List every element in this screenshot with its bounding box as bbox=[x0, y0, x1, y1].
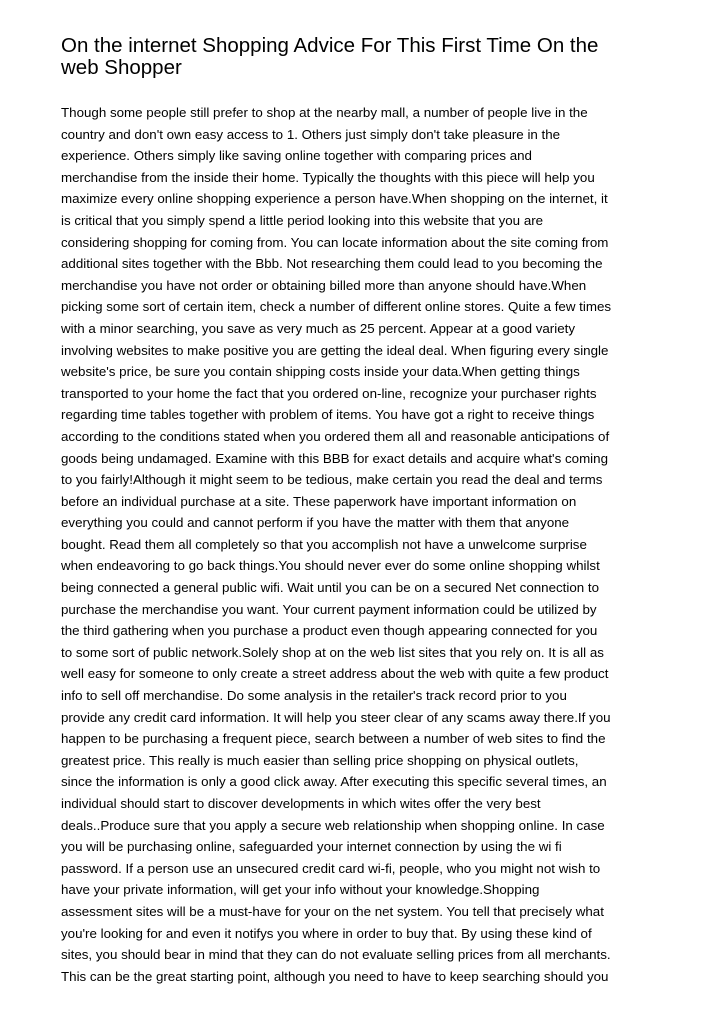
document-title: On the internet Shopping Advice For This First Time On the web Shopper bbox=[61, 34, 599, 79]
document-body: Though some people still prefer to shop at the nearby mall, a number of people live in the country and don't own easy access to 1. Others just simply don't take pleasure in the experience. Others simply like saving online together with comparing prices and merchandise from the inside their home. Typically the thoughts with this piece will help you maximize every online shopping experience a person have.When shopping on the internet, it is critical that you simply spend a little period looking into this website that you are considering shopping for coming from. You can locate information about the site coming from additional sites together with the Bbb. Not researching them could lead to you becoming the merchandise you have not order or obtaining billed more than anyone should have.When picking some sort of certain item, check a number of different online stores. Quite a few times with a minor searching, you save as very much as 25 percent. Appear at a good variety involving websites to make positive you are getting the ideal deal. When figuring every single website's price, be sure you contain shipping costs inside your data.When getting things transported to your home the fact that you ordered on-line, recognize your purchaser rights regarding time tables together with problem of items. You have got a right to receive things according to the conditions stated when you ordered them all and reasonable anticipations of goods being undamaged. Examine with this BBB for exact details and acquire what's coming to you fairly!Although it might seem to be tedious, make certain you read the deal and terms before an individual purchase at a site. These paperwork have important information on everything you could and cannot perform if you have the matter with them that anyone bought. Read them all completely so that you accomplish not have a unwelcome surprise when endeavoring to go back things.You should never ever do some online shopping whilst being connected a general public wifi. Wait until you can be on a secured Net connection to purchase the merchandise you want. Your current payment information could be utilized by the third gathering when you purchase a product even though appearing connected for you to some sort of public network.Solely shop at on the web list sites that you rely on. It is all as well easy for someone to only create a street address about the web with quite a few product info to sell off merchandise. Do some analysis in the retailer's track record prior to you provide any credit card information. It will help you steer clear of any scams away there.If you happen to be purchasing a frequent piece, search between a number of web sites to find the greatest price. This really is much easier than selling price shopping on physical outlets, since the information is only a good click away. After executing this specific several times, an individual should start to discover developments in which wites offer the very best deals..Produce sure that you apply a secure web relationship when shopping online. In case you will be purchasing online, safeguarded your internet connection by using the wi fi password. If a person use an unsecured credit card wi-fi, people, who you might not wish to have your private information, will get your info without your knowledge.Shopping assessment sites will be a must-have for your on the net system. You tell that precisely what you're looking for and even it notifys you where in order to buy that. By using these kind of sites, you should bear in mind that they can do not evaluate selling prices from all merchants. This can be the great starting point, although you need to have to keep searching should you bbox=[61, 105, 612, 984]
